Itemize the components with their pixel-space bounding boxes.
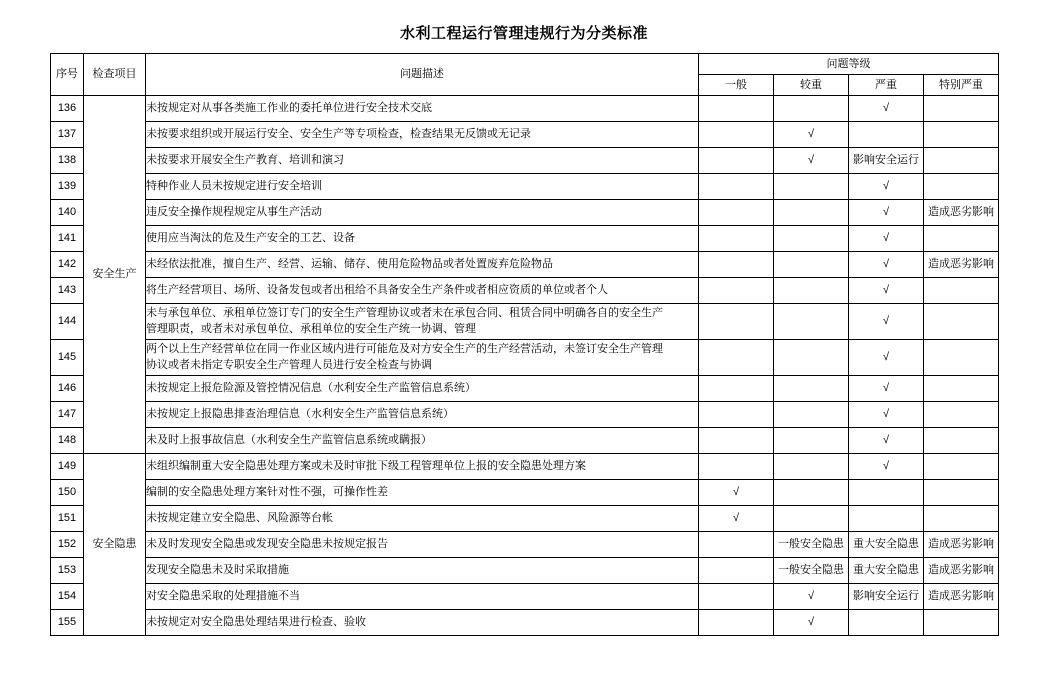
- page-title: 水利工程运行管理违规行为分类标准: [399, 25, 648, 42]
- table-row: [51, 376, 999, 402]
- row-description-line1: 两个以上生产经营单位在同一作业区域内进行可能危及对方安全生产的生产经营活动，未签订安全生产管理: [146, 342, 663, 355]
- header-grade-moderate: 较重: [774, 75, 849, 96]
- row-description: 未按规定对从事各类施工作业的委托单位进行安全技术交底: [146, 96, 699, 122]
- row-description: 未经依法批准，擅自生产、经营、运输、储存、使用危险物品或者处置废弃危险物品: [146, 252, 699, 278]
- header-grade-group: 问题等级: [699, 54, 999, 75]
- row-grade-extremely-severe: 造成恶劣影响: [924, 584, 999, 610]
- row-grade-severe: √: [849, 226, 924, 252]
- table-row: [51, 200, 999, 226]
- row-description: 使用应当淘汰的危及生产安全的工艺、设备: [146, 226, 699, 252]
- row-grade-general: [699, 402, 774, 428]
- row-grade-general: [699, 304, 774, 340]
- row-grade-severe: √: [849, 428, 924, 454]
- row-grade-severe: √: [849, 252, 924, 278]
- row-grade-moderate: [774, 174, 849, 200]
- row-no: 145: [51, 340, 84, 376]
- row-grade-extremely-severe: [924, 506, 999, 532]
- table-row: [51, 454, 999, 480]
- row-grade-moderate: 一般安全隐患: [774, 532, 849, 558]
- row-grade-moderate: [774, 252, 849, 278]
- table-row: [51, 402, 999, 428]
- row-description: 对安全隐患采取的处理措施不当: [146, 584, 699, 610]
- row-no: 139: [51, 174, 84, 200]
- row-no: 141: [51, 226, 84, 252]
- row-grade-extremely-severe: [924, 226, 999, 252]
- row-grade-extremely-severe: 造成恶劣影响: [924, 558, 999, 584]
- row-grade-moderate: √: [774, 584, 849, 610]
- row-grade-extremely-severe: [924, 278, 999, 304]
- header-grade-extremely-severe: 特别严重: [924, 75, 999, 96]
- row-grade-severe: 重大安全隐患: [849, 532, 924, 558]
- row-grade-general: [699, 278, 774, 304]
- row-no: 150: [51, 480, 84, 506]
- row-grade-general: [699, 200, 774, 226]
- row-grade-extremely-severe: [924, 96, 999, 122]
- header-grade-general: 一般: [699, 75, 774, 96]
- table-row: [51, 584, 999, 610]
- row-grade-extremely-severe: [924, 340, 999, 376]
- row-grade-severe: √: [849, 200, 924, 226]
- row-grade-moderate: [774, 480, 849, 506]
- row-grade-moderate: [774, 428, 849, 454]
- row-grade-general: [699, 340, 774, 376]
- header-no: 序号: [51, 54, 84, 96]
- row-description: 未组织编制重大安全隐患处理方案或未及时审批下级工程管理单位上报的安全隐患处理方案: [146, 454, 699, 480]
- row-grade-general: [699, 584, 774, 610]
- row-description: 违反安全操作规程规定从事生产活动: [146, 200, 699, 226]
- row-grade-moderate: [774, 96, 849, 122]
- row-no: 155: [51, 610, 84, 636]
- row-grade-extremely-severe: 造成恶劣影响: [924, 532, 999, 558]
- row-description: 未及时上报事故信息（水利安全生产监管信息系统或瞒报）: [146, 428, 699, 454]
- category-safety-hazard: 安全隐患: [84, 454, 146, 636]
- table-row: [51, 532, 999, 558]
- table-row: [51, 148, 999, 174]
- row-description-line2: 协议或者未指定专职安全生产管理人员进行安全检查与协调: [146, 358, 432, 371]
- row-no: 138: [51, 148, 84, 174]
- table-row: [51, 252, 999, 278]
- row-grade-extremely-severe: 造成恶劣影响: [924, 252, 999, 278]
- row-grade-severe: 影响安全运行: [849, 584, 924, 610]
- row-no: 147: [51, 402, 84, 428]
- row-description: 特种作业人员未按规定进行安全培训: [146, 174, 699, 200]
- row-no: 142: [51, 252, 84, 278]
- row-no: 151: [51, 506, 84, 532]
- table-container: [0, 53, 1048, 636]
- row-description: 将生产经营项目、场所、设备发包或者出租给不具备安全生产条件或者相应资质的单位或者个人: [146, 278, 699, 304]
- row-grade-general: [699, 454, 774, 480]
- row-grade-moderate: [774, 340, 849, 376]
- row-no: 154: [51, 584, 84, 610]
- table-row: [51, 278, 999, 304]
- row-grade-moderate: [774, 376, 849, 402]
- row-grade-general: [699, 610, 774, 636]
- row-grade-severe: √: [849, 376, 924, 402]
- row-grade-moderate: √: [774, 122, 849, 148]
- table-row: [51, 226, 999, 252]
- row-no: 149: [51, 454, 84, 480]
- table-body: [51, 96, 999, 636]
- row-grade-extremely-severe: 造成恶劣影响: [924, 200, 999, 226]
- row-grade-general: [699, 96, 774, 122]
- row-grade-general: √: [699, 480, 774, 506]
- row-grade-severe: [849, 506, 924, 532]
- row-grade-extremely-severe: [924, 304, 999, 340]
- row-grade-general: [699, 376, 774, 402]
- table-row: [51, 480, 999, 506]
- row-no: 136: [51, 96, 84, 122]
- row-grade-general: [699, 252, 774, 278]
- header-item: 检查项目: [84, 54, 146, 96]
- row-description: 未按规定对安全隐患处理结果进行检查、验收: [146, 610, 699, 636]
- row-no: 146: [51, 376, 84, 402]
- row-grade-general: [699, 122, 774, 148]
- row-grade-severe: √: [849, 278, 924, 304]
- table-row: [51, 122, 999, 148]
- row-grade-extremely-severe: [924, 376, 999, 402]
- row-no: 143: [51, 278, 84, 304]
- row-no: 144: [51, 304, 84, 340]
- row-description: 未按规定上报危险源及管控情况信息（水利安全生产监管信息系统）: [146, 376, 699, 402]
- row-no: 153: [51, 558, 84, 584]
- table-row: [51, 558, 999, 584]
- row-no: 148: [51, 428, 84, 454]
- row-description-line1: 未与承包单位、承租单位签订专门的安全生产管理协议或者未在承包合同、租赁合同中明确各自的安全生产: [146, 306, 663, 319]
- row-grade-extremely-severe: [924, 402, 999, 428]
- row-description: 未按规定建立安全隐患、风险源等台帐: [146, 506, 699, 532]
- row-grade-severe: √: [849, 304, 924, 340]
- row-description: 未及时发现安全隐患或发现安全隐患未按规定报告: [146, 532, 699, 558]
- row-grade-moderate: [774, 506, 849, 532]
- row-grade-moderate: [774, 278, 849, 304]
- table-row: [51, 506, 999, 532]
- row-grade-severe: √: [849, 96, 924, 122]
- table-header: [51, 54, 999, 96]
- row-grade-severe: [849, 610, 924, 636]
- row-no: 152: [51, 532, 84, 558]
- row-no: 137: [51, 122, 84, 148]
- violation-classification-table: [50, 53, 999, 636]
- row-grade-severe: √: [849, 454, 924, 480]
- row-description: 未按规定上报隐患排查治理信息（水利安全生产监管信息系统）: [146, 402, 699, 428]
- row-description: 未按要求开展安全生产教育、培训和演习: [146, 148, 699, 174]
- row-grade-general: √: [699, 506, 774, 532]
- table-row: [51, 428, 999, 454]
- row-grade-moderate: [774, 304, 849, 340]
- row-grade-general: [699, 148, 774, 174]
- row-grade-extremely-severe: [924, 454, 999, 480]
- table-row: [51, 610, 999, 636]
- row-grade-severe: √: [849, 174, 924, 200]
- row-grade-severe: [849, 122, 924, 148]
- row-grade-moderate: [774, 402, 849, 428]
- row-grade-extremely-severe: [924, 480, 999, 506]
- row-description: [146, 340, 699, 376]
- row-description-line2: 管理职责，或者未对承包单位、承租单位的安全生产统一协调、管理: [146, 322, 476, 335]
- row-grade-general: [699, 532, 774, 558]
- row-grade-severe: 重大安全隐患: [849, 558, 924, 584]
- row-grade-severe: √: [849, 340, 924, 376]
- row-grade-moderate: √: [774, 610, 849, 636]
- row-description: [146, 304, 699, 340]
- row-description: 发现安全隐患未及时采取措施: [146, 558, 699, 584]
- row-description: 未按要求组织或开展运行安全、安全生产等专项检查，检查结果无反馈或无记录: [146, 122, 699, 148]
- row-grade-moderate: [774, 226, 849, 252]
- category-safety-production: 安全生产: [84, 96, 146, 454]
- row-grade-general: [699, 558, 774, 584]
- row-grade-general: [699, 428, 774, 454]
- row-grade-severe: √: [849, 402, 924, 428]
- row-grade-extremely-severe: [924, 148, 999, 174]
- row-grade-moderate: √: [774, 148, 849, 174]
- row-no: 140: [51, 200, 84, 226]
- row-grade-moderate: [774, 200, 849, 226]
- row-grade-moderate: [774, 454, 849, 480]
- table-row: [51, 174, 999, 200]
- table-row: [51, 340, 999, 376]
- row-grade-general: [699, 174, 774, 200]
- row-grade-moderate: 一般安全隐患: [774, 558, 849, 584]
- row-grade-severe: 影响安全运行: [849, 148, 924, 174]
- row-grade-general: [699, 226, 774, 252]
- row-grade-extremely-severe: [924, 428, 999, 454]
- table-row: [51, 304, 999, 340]
- row-grade-extremely-severe: [924, 122, 999, 148]
- header-grade-severe: 严重: [849, 75, 924, 96]
- row-grade-extremely-severe: [924, 174, 999, 200]
- row-grade-severe: [849, 480, 924, 506]
- header-description: 问题描述: [146, 54, 699, 96]
- row-description: 编制的安全隐患处理方案针对性不强，可操作性差: [146, 480, 699, 506]
- table-row: [51, 96, 999, 122]
- row-grade-extremely-severe: [924, 610, 999, 636]
